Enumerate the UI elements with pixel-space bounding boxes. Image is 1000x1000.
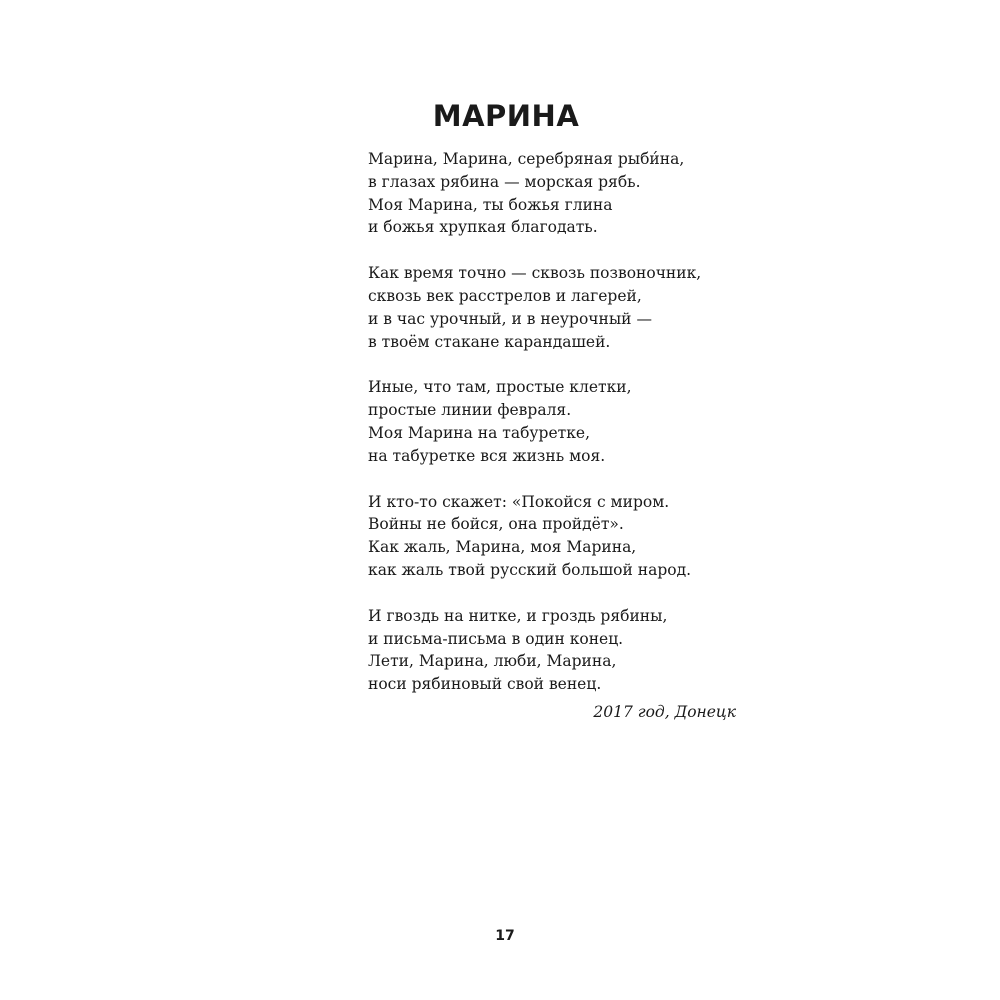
poem-body (368, 148, 788, 719)
poem-line: Как жаль, Марина, моя Марина, (368, 538, 637, 557)
poem-line: и божья хрупкая благодать. (368, 218, 598, 237)
poem-line: И кто-то скажет: «Покойся с миром. (368, 492, 670, 511)
poem-date-place: 2017 год, Донецк (593, 703, 736, 721)
stanza (368, 376, 788, 467)
poem-line: простые линии февраля. (368, 401, 572, 420)
poem-line: сквозь век расстрелов и лагерей, (368, 286, 642, 305)
poem-line: Иные, что там, простые клетки, (368, 378, 632, 397)
stanza (368, 491, 788, 582)
stanza (368, 262, 788, 353)
poem-line: и в час урочный, и в неурочный — (368, 309, 652, 328)
poem-line: носи рябиновый свой венец. (368, 675, 602, 694)
poem-line: Моя Марина на табуретке, (368, 423, 590, 442)
poem-line: Лети, Марина, люби, Марина, (368, 652, 617, 671)
poem-line: в твоём стакане карандашей. (368, 332, 611, 351)
poem-line: Марина, Марина, серебряная рыби́на, (368, 150, 685, 168)
stanza (368, 148, 788, 239)
poem-line: Как время точно — сквозь позвоночник, (368, 264, 702, 283)
poem-line: И гвоздь на нитке, и гроздь рябины, (368, 606, 668, 625)
poem-line: на табуретке вся жизнь моя. (368, 446, 606, 465)
poem-line: и письма-письма в один конец. (368, 629, 624, 648)
poem-title: МАРИНА (432, 99, 580, 133)
stanza (368, 605, 788, 696)
poem-line: Войны не бойся, она пройдёт». (368, 515, 624, 534)
poem-line: как жаль твой русский большой народ. (368, 560, 692, 579)
page-number: 17 (495, 928, 515, 944)
poem-line: Моя Марина, ты божья глина (368, 195, 613, 214)
poem-line: в глазах рябина — морская рябь. (368, 172, 641, 191)
